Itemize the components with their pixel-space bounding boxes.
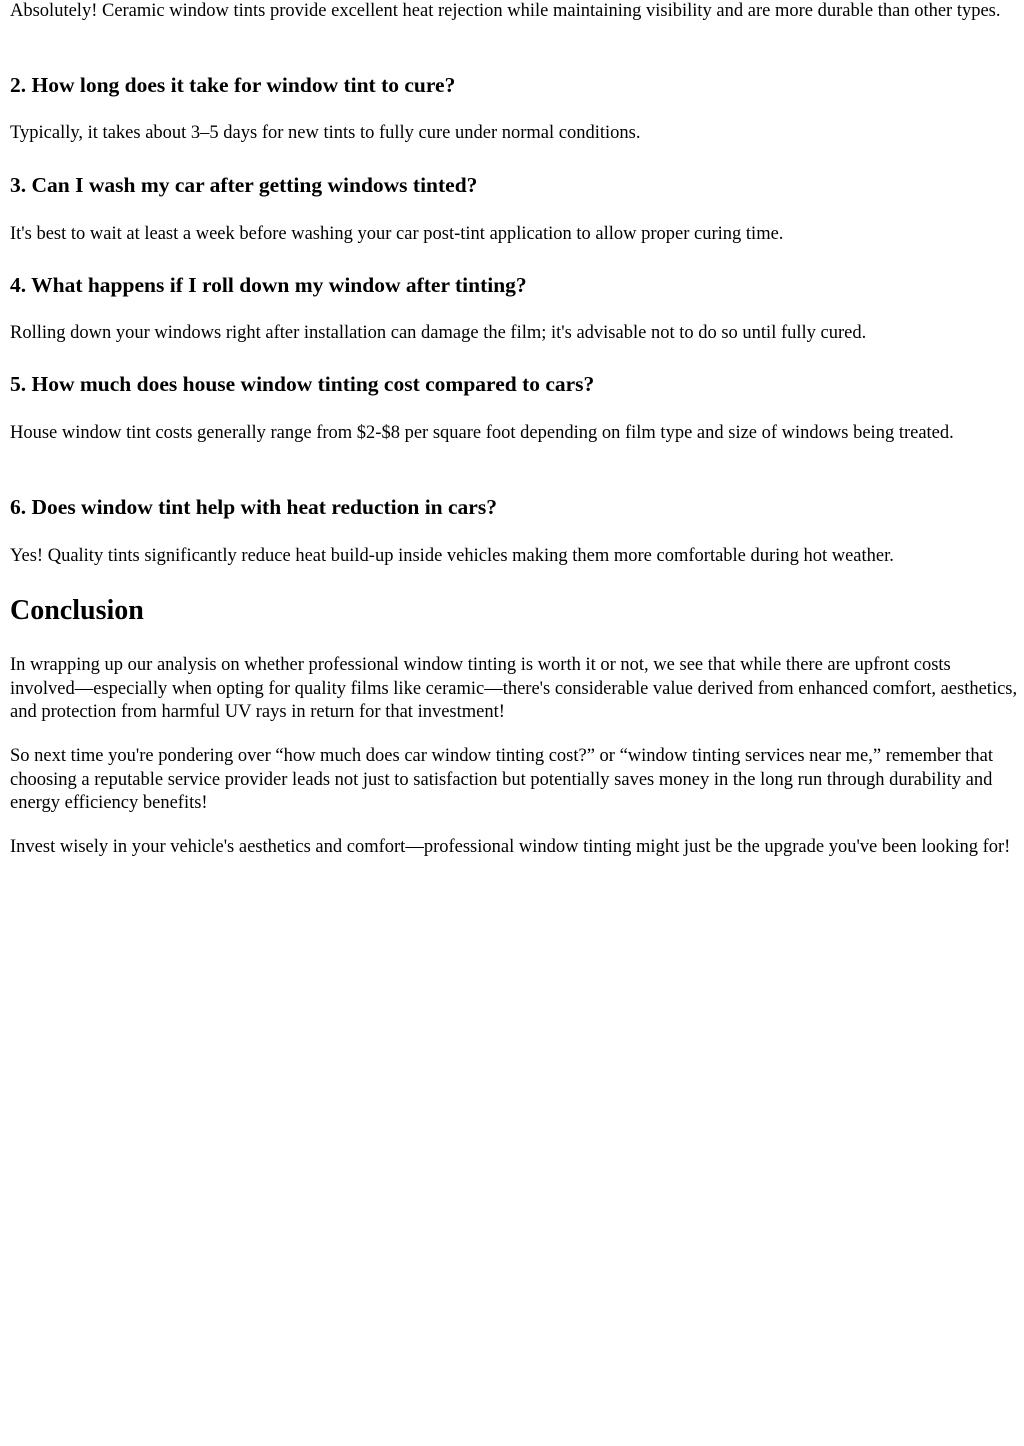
faq-answer-4: Rolling down your windows right after installation can damage the film; it's advisable not to do so until fully cured. (10, 323, 867, 343)
faq-question-2: 2. How long does it take for window tint to cure? (10, 73, 456, 97)
faq-question-5: 5. How much does house window tinting cost compared to cars? (10, 372, 595, 396)
faq-question-6: 6. Does window tint help with heat reduction in cars? (10, 495, 497, 519)
faq-answer-1: Absolutely! Ceramic window tints provide excellent heat rejection while maintaining visibility and are more durable than other types. (10, 1, 1001, 21)
faq-answer-3: It's best to wait at least a week before washing your car post-tint application to allow proper curing time. (10, 224, 784, 244)
faq-answer-6: Yes! Quality tints significantly reduce heat build-up inside vehicles making them more comfortable during hot weather. (10, 546, 894, 566)
faq-answer-5: House window tint costs generally range from $2-$8 per square foot depending on film type and size of windows being treated. (10, 423, 954, 443)
conclusion-paragraph-3: Invest wisely in your vehicle's aesthetics and comfort—professional window tinting might just be the upgrade you've been looking for! (10, 837, 1011, 857)
faq-answer-2: Typically, it takes about 3–5 days for new tints to fully cure under normal conditions. (10, 123, 641, 143)
conclusion-heading: Conclusion (10, 595, 144, 626)
conclusion-paragraph-1: In wrapping up our analysis on whether professional window tinting is worth it or not, we see that while there are upfront costs involved—especially when opting for quality films like ceramic—there's considerable value derived from enhanced comfort, aesthetics, and protection from harmful UV rays in return for that investment! (10, 655, 1018, 722)
conclusion-paragraph-2: So next time you're pondering over “how much does car window tinting cost?” or “window tinting services near me,” remember that choosing a reputable service provider leads not just to satisfaction but potentially saves money in the long run through durability and energy efficiency benefits! (10, 746, 994, 813)
faq-question-4: 4. What happens if I roll down my window after tinting? (10, 273, 527, 297)
faq-question-3: 3. Can I wash my car after getting windows tinted? (10, 173, 478, 197)
